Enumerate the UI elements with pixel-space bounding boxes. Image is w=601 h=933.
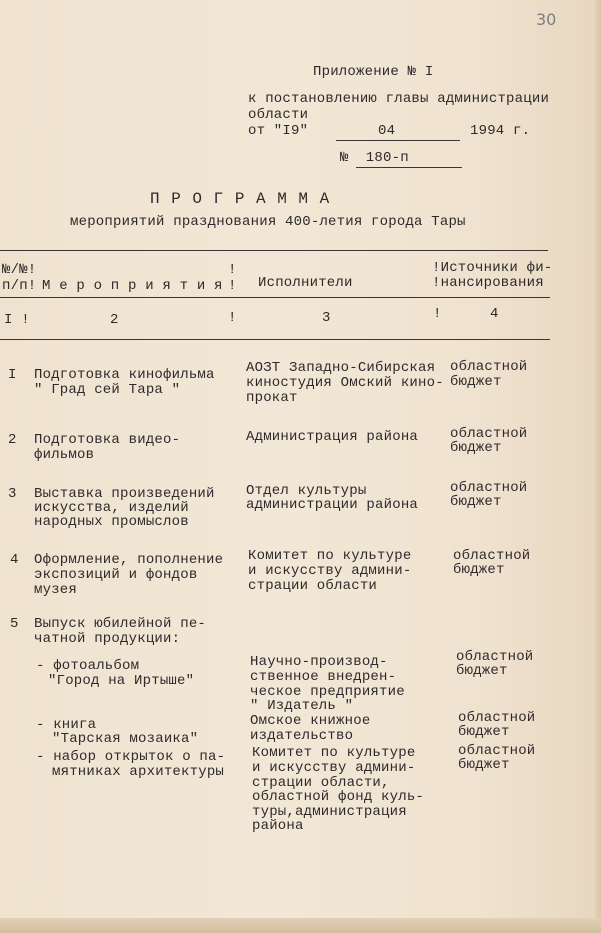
program-title: П Р О Г Р А М М А xyxy=(150,190,331,208)
decree-date-month: 04 xyxy=(378,123,396,139)
subrow-book-event: - книга xyxy=(36,717,97,733)
row-4-event: экспозиций и фондов xyxy=(34,567,198,583)
col-no-line1: №/№! xyxy=(2,262,37,278)
row-3-number: 3 xyxy=(8,486,17,502)
row-3-source: областной xyxy=(450,480,528,496)
row-4-number: 4 xyxy=(10,552,19,568)
subrow-album-executor: ческое предприятие xyxy=(250,684,405,700)
row-1-number: I xyxy=(8,367,17,383)
row-4-event: музея xyxy=(34,582,78,598)
subrow-album-source: бюджет xyxy=(456,663,508,679)
decree-number: № 180-п xyxy=(340,150,409,166)
row-2-source: областной xyxy=(450,426,528,442)
row-5-number: 5 xyxy=(10,616,19,632)
number-underline xyxy=(356,167,462,168)
page-edge xyxy=(595,0,601,933)
subrow-album-executor: Научно-производ- xyxy=(250,654,388,670)
subrow-postcards-executor: туры,администрация xyxy=(252,804,407,820)
row-5-event: чатной продукции: xyxy=(34,631,181,647)
table-header-rule xyxy=(0,297,550,298)
row-4-source: бюджет xyxy=(453,562,505,578)
col-separator: ! xyxy=(228,310,237,326)
subrow-album-executor: " Издатель " xyxy=(250,698,354,714)
row-2-number: 2 xyxy=(8,432,17,448)
row-1-executor: прокат xyxy=(246,390,298,406)
row-4-source: областной xyxy=(453,548,531,564)
row-4-executor: и искусству админи- xyxy=(248,563,412,579)
subrow-album-executor: ственное внедрен- xyxy=(250,669,397,685)
subrow-album-event: - фотоальбом xyxy=(36,658,140,674)
decree-line-1: к постановлению главы администрации xyxy=(248,91,550,107)
subrow-album-event: "Город на Иртыше" xyxy=(48,673,195,689)
subrow-postcards-executor: Комитет по культуре xyxy=(252,745,416,761)
row-3-event: искусства, изделий xyxy=(34,500,189,516)
row-1-source: бюджет xyxy=(450,374,502,390)
subrow-postcards-executor: района xyxy=(252,818,304,834)
row-4-event: Оформление, пополнение xyxy=(34,552,224,568)
row-1-executor: киностудия Омский кино- xyxy=(246,375,444,391)
subrow-book-executor: издательство xyxy=(250,728,354,744)
row-1-executor: АОЗТ Западно-Сибирская xyxy=(246,360,436,376)
row-1-source: областной xyxy=(450,359,528,375)
col-number-2: 2 xyxy=(110,312,119,328)
col-number-4: 4 xyxy=(490,306,499,322)
col-sources-line2: !нансирования xyxy=(432,275,544,291)
subrow-postcards-event: - набор открыток о па- xyxy=(36,749,226,765)
row-2-event: Подготовка видео- xyxy=(34,432,181,448)
row-5-event: Выпуск юбилейной пе- xyxy=(34,616,207,632)
subrow-book-executor: Омское книжное xyxy=(250,713,371,729)
row-2-source: бюджет xyxy=(450,440,502,456)
col-executors-header: Исполнители xyxy=(258,275,353,291)
col-separator: ! xyxy=(433,306,442,322)
row-1-event: " Град сей Тара " xyxy=(34,382,181,398)
row-2-executor: Администрация района xyxy=(246,429,419,445)
col-separator: ! xyxy=(228,262,237,278)
subrow-postcards-executor: и искусству админи- xyxy=(252,760,416,776)
subrow-book-event: "Тарская мозаика" xyxy=(52,731,199,747)
row-2-event: фильмов xyxy=(34,447,95,463)
row-3-event: Выставка произведений xyxy=(34,486,215,502)
col-no-line2: п/п! xyxy=(2,278,37,294)
date-underline xyxy=(336,140,460,141)
decree-line-2: области xyxy=(248,107,309,123)
row-4-executor: Комитет по культуре xyxy=(248,548,412,564)
table-numbering-rule xyxy=(0,339,550,340)
row-1-event: Подготовка кинофильма xyxy=(34,367,215,383)
subrow-book-source: бюджет xyxy=(458,724,510,740)
col-sources-line1: !Источники фи- xyxy=(432,260,553,276)
table-top-rule xyxy=(0,250,548,251)
row-3-executor: Отдел культуры xyxy=(246,483,367,499)
row-3-source: бюджет xyxy=(450,494,502,510)
decree-date-prefix: от "I9" xyxy=(248,123,309,139)
row-3-event: народных промыслов xyxy=(34,514,189,530)
subrow-postcards-executor: областной фонд куль- xyxy=(252,789,425,805)
subrow-postcards-executor: страции области, xyxy=(252,775,390,791)
subrow-album-source: областной xyxy=(456,649,534,665)
col-events-header: М е р о п р и я т и я xyxy=(42,278,223,294)
handwritten-page-number: 30 xyxy=(536,10,557,29)
row-3-executor: администрации района xyxy=(246,497,419,513)
col-number-1: I ! xyxy=(4,312,30,328)
decree-date-year: 1994 г. xyxy=(470,123,531,139)
col-number-3: 3 xyxy=(322,310,331,326)
page-bottom-edge xyxy=(0,918,601,933)
subrow-postcards-event: мятниках архитектуры xyxy=(52,764,225,780)
appendix-label: Приложение № I xyxy=(313,64,434,80)
subrow-book-source: областной xyxy=(458,710,536,726)
row-4-executor: страции области xyxy=(248,578,378,594)
program-subtitle: мероприятий празднования 400-летия города Тары xyxy=(70,214,466,230)
col-separator: ! xyxy=(228,278,237,294)
subrow-postcards-source: бюджет xyxy=(458,757,510,773)
subrow-postcards-source: областной xyxy=(458,743,536,759)
